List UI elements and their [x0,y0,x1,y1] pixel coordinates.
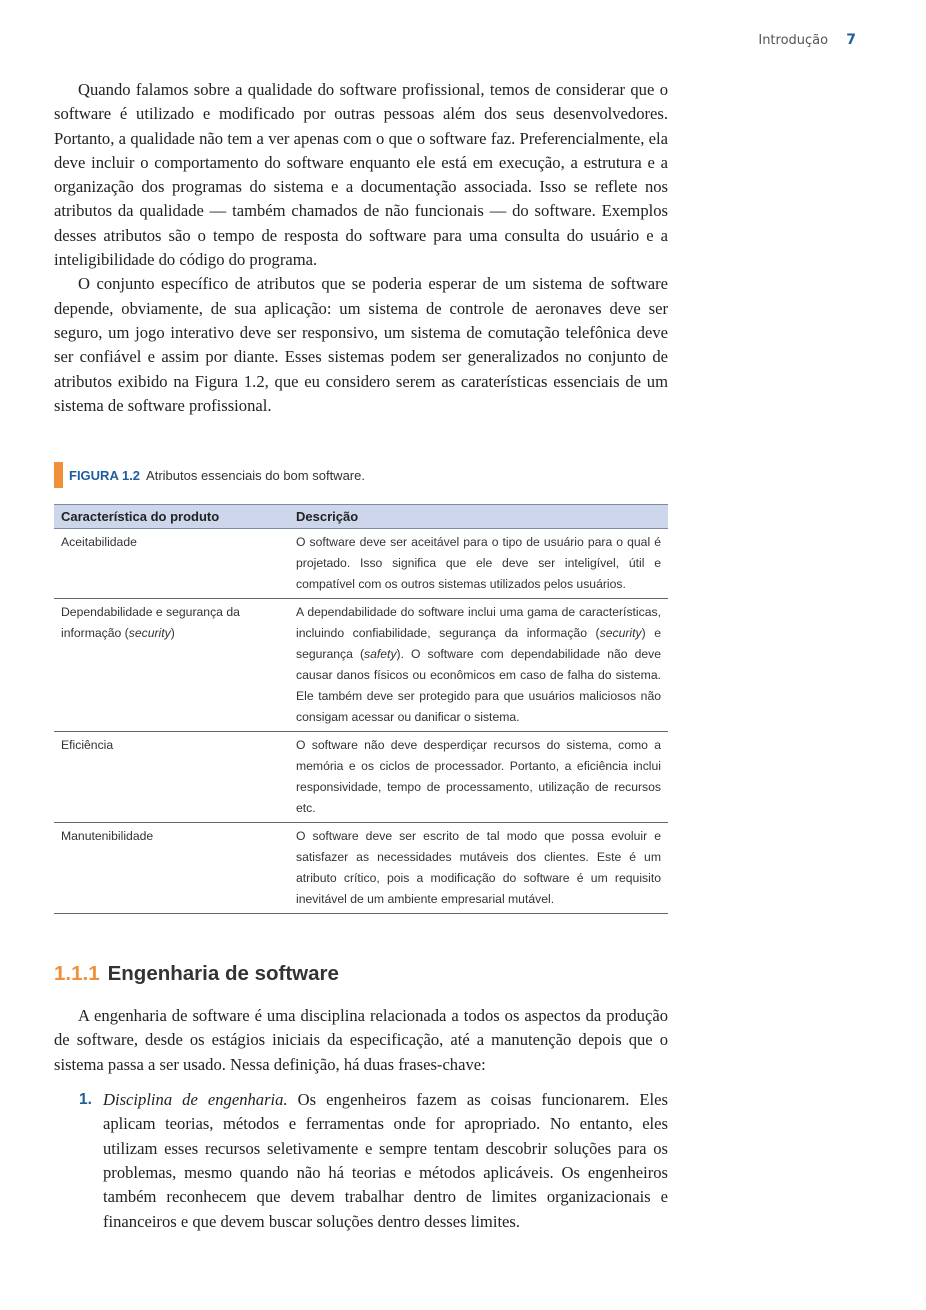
section-heading [54,962,668,986]
section-number: 1.1.1 [54,962,100,986]
table-row [54,599,668,732]
description-cell: O software deve ser escrito de tal modo que possa evoluir e satisfazer as necessidades mutáveis dos clientes. Este é um atributo crítico, pois a modificação do software é um requisito inevitável de um ambiente empresarial mutável. [289,823,668,914]
description-text: ) e segurança ( [296,626,661,662]
list-item-term: Disciplina de engenharia. [103,1090,288,1110]
list-item [103,1088,668,1234]
characteristic-cell: Manutenibilidade [54,823,289,914]
characteristic-text: Dependabilidade e segurança da informação ( [61,605,240,641]
characteristic-term: security [128,626,171,641]
column-header-characteristic: Característica do produto [54,505,289,529]
paragraph-attributes: O conjunto específico de atributos que se poderia esperar de um sistema de software depende, obviamente, de sua aplicação: um sistema de controle de aeronaves deve ser seguro, um jogo interativo deve ser responsivo, um sistema de comutação telefônica deve ser confiável e assim por diante. Esses sistemas podem ser generalizados no conjunto de atributos exibido na Figura 1.2, que eu considero serem as caraterísticas essenciais de um sistema de software profissional. [54,274,668,415]
chapter-name: Introdução [758,33,829,48]
numbered-list [54,1088,668,1234]
description-term-security: security [599,626,642,641]
list-number: 1. [79,1091,92,1109]
column-header-description: Descrição [289,505,668,529]
description-cell: O software deve ser aceitável para o tipo de usuário para o qual é projetado. Isso significa que ele deve ser inteligível, útil e compatível com os outros sistemas utilizados pelos usuários. [289,529,668,599]
section-title: Engenharia de software [107,962,339,986]
characteristic-cell [54,599,289,732]
paragraph-quality: Quando falamos sobre a qualidade do software profissional, temos de considerar que o software é utilizado e modificado por outras pessoas além dos seus desenvolvedores. Portanto, a qualidade não tem a ver apenas com o que o software faz. Preferencialmente, ela deve incluir o comportamento do software enquanto ele está em execução, a estrutura e a organização dos programas do sistema e a documentação associada. Isso se reflete nos atributos da qualidade — também chamados de não funcionais — do software. Exemplos desses atributos são o tempo de resposta do software para uma consulta do usuário e a inteligibilidade do código do programa. [54,80,668,270]
running-header [758,32,856,48]
characteristic-cell: Eficiência [54,732,289,823]
description-text: ). O software com dependabilidade não deve causar danos físicos ou econômicos em caso de falha do sistema. Ele também deve ser protegido para que usuários maliciosos não consigam acessar ou danificar o sistema. [296,647,661,725]
description-text: A dependabilidade do software inclui uma gama de características, incluindo confiabilidade, segurança da informação ( [296,605,661,641]
page-content [54,78,668,1234]
figure-accent-bar [54,462,63,488]
list-item-text: Os engenheiros fazem as coisas funcionarem. Eles aplicam teorias, métodos e ferramentas onde for apropriado. No entanto, eles utilizam esses recursos seletivamente e sempre tentam descobrir soluções para os problemas, mesmo quando não há teorias e métodos aplicáveis. Os engenheiros também reconhecem que devem trabalhar dentro de limites organizacionais e financeiros e que devem buscar soluções dentro desses limites. [103,1090,668,1231]
figure-caption-text: Atributos essenciais do bom software. [146,467,365,483]
characteristic-cell: Aceitabilidade [54,529,289,599]
section-intro-paragraph: A engenharia de software é uma disciplina relacionada a todos os aspectos da produção de software, desde os estágios iniciais da especificação, até a manutenção depois que o sistema passa a ser usado. Nessa definição, há duas frases-chave: [54,1006,668,1074]
table-header-row [54,505,668,529]
page-number: 7 [846,32,856,48]
table-row [54,529,668,599]
attributes-table [54,504,668,914]
characteristic-text-end: ) [170,626,175,641]
table-row [54,823,668,914]
description-cell: O software não deve desperdiçar recursos do sistema, como a memória e os ciclos de processador. Portanto, a eficiência inclui responsividade, tempo de processamento, utilização de recursos etc. [289,732,668,823]
description-term-safety: safety [364,647,397,662]
figure-caption [54,462,668,488]
table-row [54,732,668,823]
figure-label: FIGURA 1.2 [69,467,141,483]
description-cell [289,599,668,732]
